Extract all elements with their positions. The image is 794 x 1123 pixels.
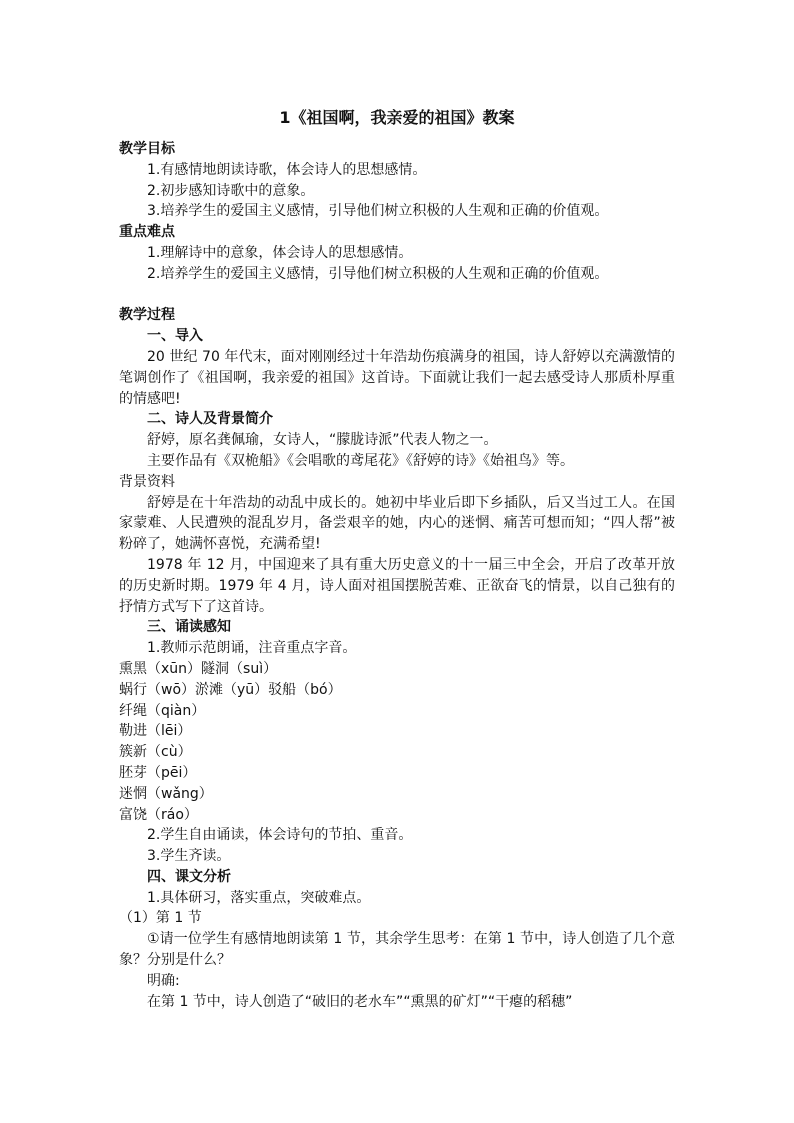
- objective-item: 2.初步感知诗歌中的意象。: [147, 182, 315, 199]
- intro-paragraph: 20 世纪 70 年代末，面对刚刚经过十年浩劫伤痕满身的祖国，诗人舒婷以充满激情的笔调创作了《祖国啊，我亲爱的祖国》这首诗。下面就让我们一起去感受诗人那质朴厚重的情感吧!: [119, 348, 675, 407]
- document-title: 1《祖国啊，我亲爱的祖国》教案: [279, 108, 515, 127]
- pinyin-item: 迷惘（wǎng）: [119, 785, 213, 802]
- pinyin-item: 富饶（ráo）: [119, 806, 198, 823]
- objective-item: 1.有感情地朗读诗歌，体会诗人的思想感情。: [147, 161, 427, 178]
- pinyin-item: 胚芽（pēi）: [119, 764, 197, 781]
- blank-line: [119, 285, 675, 306]
- background-paragraph: 1978 年 12 月，中国迎来了具有重大历史意义的十一届三中全会，开启了改革开放的历史新时期。1979 年 4 月，诗人面对祖国摆脱苦难、正欲奋飞的情景，以自己独有的抒情方式写下了这首诗。: [119, 556, 675, 615]
- section-heading-intro: 一、导入: [147, 328, 203, 345]
- reading-step: 3.学生齐读。: [147, 848, 231, 865]
- analysis-step: 1.具体研习，落实重点，突破难点。: [147, 889, 371, 906]
- key-point-item: 1.理解诗中的意象，体会诗人的思想感情。: [147, 244, 413, 261]
- pinyin-item: 勒进（lēi）: [119, 723, 192, 740]
- poet-works-line: 主要作品有《双桅船》《会唱歌的鸢尾花》《舒婷的诗》《始祖鸟》等。: [147, 452, 574, 469]
- pinyin-item: 簇新（cù）: [119, 744, 192, 761]
- objective-item: 3.培养学生的爱国主义感情，引导他们树立积极的人生观和正确的价值观。: [147, 203, 609, 220]
- background-label: 背景资料: [119, 473, 175, 490]
- background-paragraph: 舒婷是在十年浩劫的动乱中成长的。她初中毕业后即下乡插队，后又当过工人。在国家蒙难、人民遭殃的混乱岁月，备尝艰辛的她，内心的迷惘、痛苦可想而知；“四人帮”被粉碎了，她满怀喜悦，充满希望!: [119, 494, 675, 553]
- objectives-heading: 教学目标: [119, 141, 175, 157]
- key-point-item: 2.培养学生的爱国主义感情，引导他们树立积极的人生观和正确的价值观。: [147, 265, 609, 282]
- pinyin-item: 蜗行（wō）淤滩（yū）驳船（bó）: [119, 681, 342, 698]
- answer-text: 在第 1 节中，诗人创造了“破旧的老水车”“熏黑的矿灯”“干瘪的稻穗”: [147, 993, 573, 1010]
- analysis-question: ①请一位学生有感情地朗读第 1 节，其余学生思考：在第 1 节中，诗人创造了几个意象？分别是什么？: [119, 931, 675, 969]
- reading-step: 1.教师示范朗诵，注音重点字音。: [147, 640, 357, 657]
- reading-step: 2.学生自由诵读，体会诗句的节拍、重音。: [147, 827, 413, 844]
- key-points-heading: 重点难点: [119, 224, 175, 241]
- section-heading-reading: 三、诵读感知: [147, 619, 231, 636]
- document-content: [119, 107, 675, 1012]
- answer-label: 明确:: [147, 972, 180, 989]
- poet-intro-line: 舒婷，原名龚佩瑜，女诗人，“朦胧诗派”代表人物之一。: [147, 432, 498, 449]
- process-heading: 教学过程: [119, 307, 175, 324]
- section-heading-background: 二、诗人及背景简介: [147, 411, 273, 428]
- pinyin-item: 熏黑（xūn）隧洞（suì）: [119, 660, 278, 677]
- analysis-subsection: （1）第 1 节: [119, 910, 202, 927]
- pinyin-item: 纤绳（qiàn）: [119, 702, 206, 719]
- section-heading-analysis: 四、课文分析: [147, 868, 231, 885]
